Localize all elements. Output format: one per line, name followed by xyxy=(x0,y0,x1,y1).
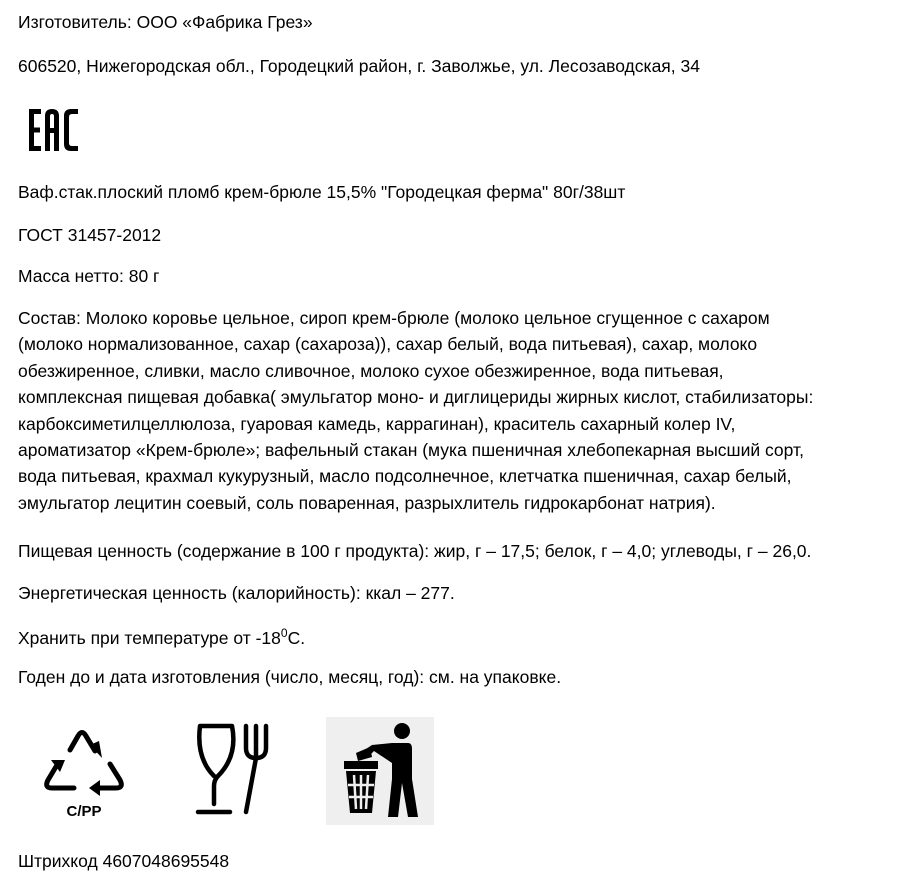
composition-line: вода питьевая, крахмал кукурузный, масло подсолнечное, клетчатка пшеничная, сахар белый, xyxy=(18,466,792,487)
eac-icon xyxy=(28,108,80,152)
composition-line: комплексная пищевая добавка( эмульгатор моно- и диглицериды жирных кислот, стабилизаторы: xyxy=(18,387,814,408)
storage-text: Хранить при температуре от -18 xyxy=(18,627,281,648)
storage-conditions xyxy=(18,626,305,649)
product-name: Ваф.стак.плоский пломб крем-брюле 15,5% "Городецкая ферма" 80г/38шт xyxy=(18,182,626,202)
tidyman-icon xyxy=(326,717,434,825)
composition-line: обезжиренное, сливки, масло сливочное, молоко сухое обезжиренное, вода питьевая, xyxy=(18,360,724,381)
recycle-symbol xyxy=(38,714,130,826)
storage-unit: С. xyxy=(287,627,306,648)
glass-fork-icon xyxy=(188,718,278,818)
food-safe-symbol xyxy=(188,718,278,818)
standard: ГОСТ 31457-2012 xyxy=(18,225,162,245)
recycle-label: C/PP xyxy=(66,803,102,820)
expiry-info: Годен до и дата изготовления (число, месяц, год): см. на упаковке. xyxy=(18,667,562,687)
composition-line: ароматизатор «Крем-брюле»; вафельный стакан (мука пшеничная хлебопекарная высший сорт, xyxy=(18,440,804,461)
energy-value: Энергетическая ценность (калорийность): ккал – 277. xyxy=(18,583,455,603)
manufacturer: Изготовитель: ООО «Фабрика Грез» xyxy=(18,12,313,32)
net-weight: Масса нетто: 80 г xyxy=(18,266,160,286)
nutrition-value: Пищевая ценность (содержание в 100 г продукта): жир, г – 17,5; белок, г – 4,0; углеводы, г – 26,0. xyxy=(18,541,812,561)
address: 606520, Нижегородская обл., Городецкий район, г. Заволжье, ул. Лесозаводская, 34 xyxy=(18,56,700,76)
recycle-icon xyxy=(38,714,130,826)
composition-line: эмульгатор лецитин соевый, соль поваренная, разрыхлитель гидрокарбонат натрия). xyxy=(18,492,716,513)
degree-mark: 0 xyxy=(280,626,288,640)
composition-line: Состав: Молоко коровье цельное, сироп крем-брюле (молоко цельное сгущенное с сахаром xyxy=(18,308,770,328)
composition xyxy=(18,305,890,516)
tidyman-symbol xyxy=(326,717,434,825)
composition-line: карбоксиметилцеллюлоза, гуаровая камедь, каррагинан), краситель сахарный колер IV, xyxy=(18,413,736,434)
barcode: Штрихкод 4607048695548 xyxy=(18,851,230,871)
eac-mark xyxy=(28,108,80,157)
composition-line: (молоко нормализованное, сахар (сахароза)), сахар белый, вода питьевая), сахар, молоко xyxy=(18,334,758,355)
